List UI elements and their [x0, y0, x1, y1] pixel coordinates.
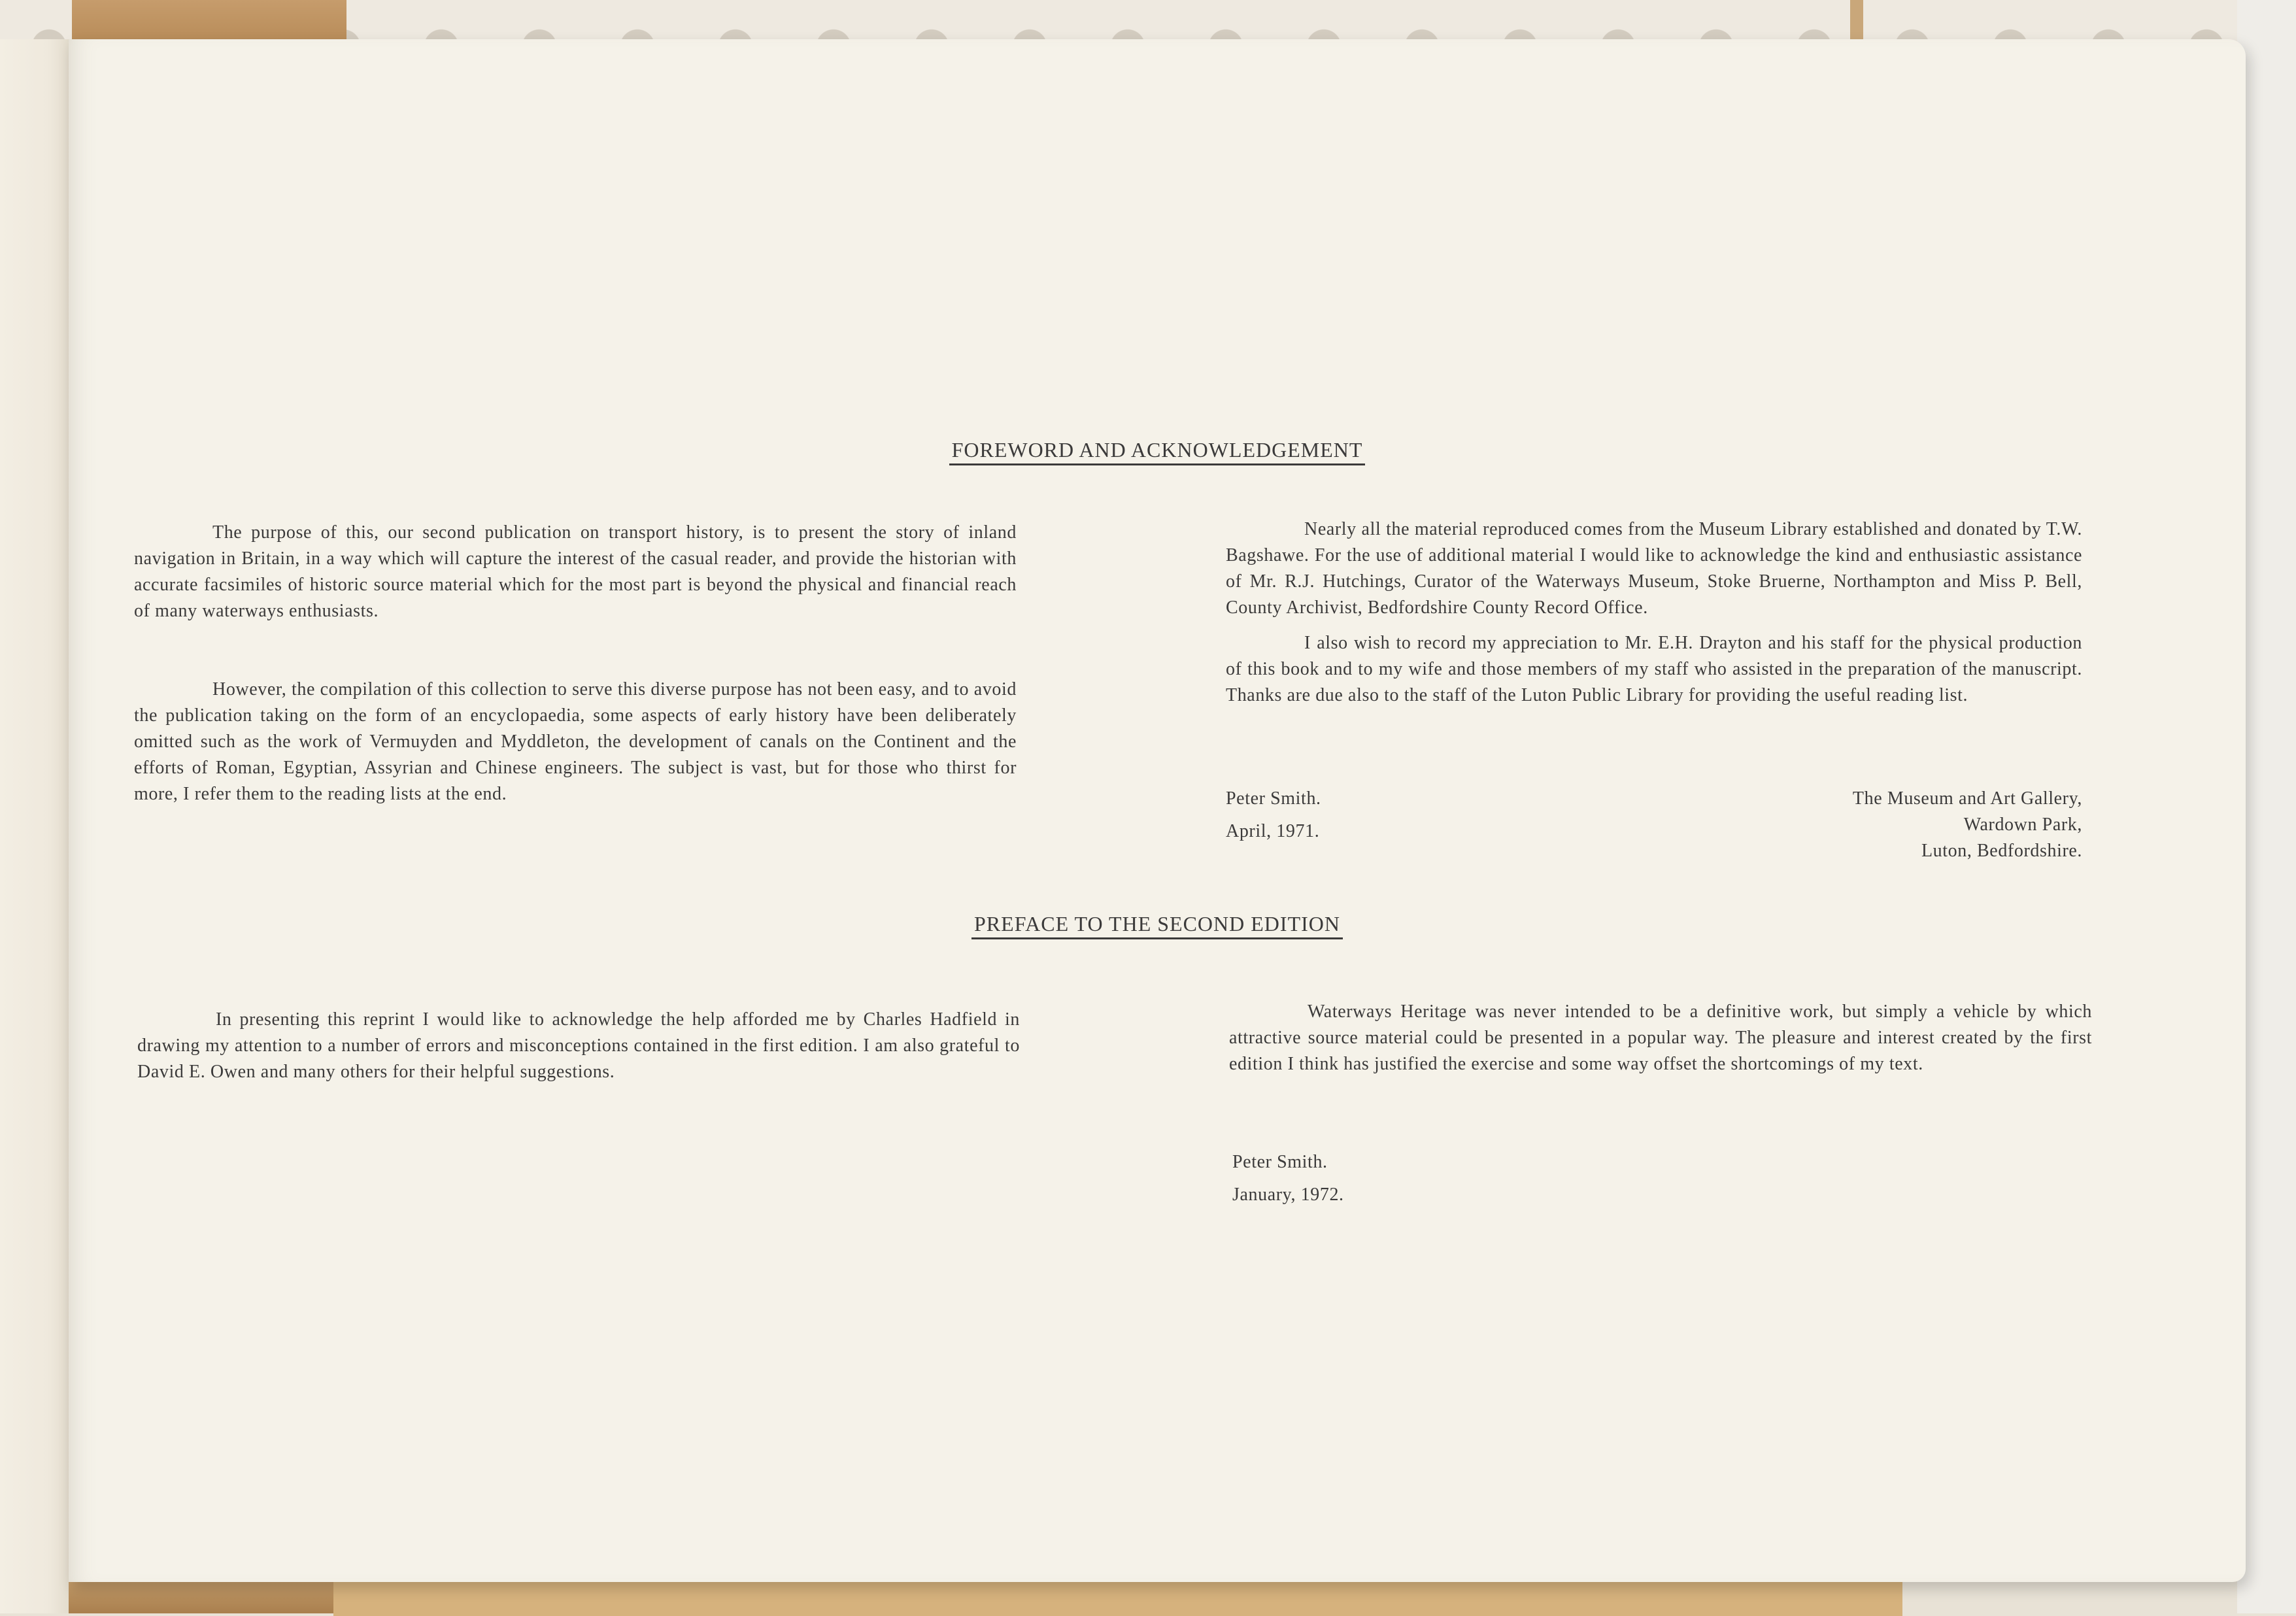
- preface-paragraph-1: In presenting this reprint I would like to acknowledge the help afforded me by Charles Hadfield in drawing my attention to a number of errors and misconceptions contained in the first edition. I am also grateful to David E. Owen and many others for their helpful suggestions.: [137, 1009, 1020, 1082]
- foreword-heading: FOREWORD AND ACKNOWLEDGEMENT: [69, 438, 2246, 465]
- address-line-1: The Museum and Art Gallery,: [1852, 788, 2082, 809]
- signature-name: Peter Smith.: [1232, 1152, 1328, 1172]
- table-surface: [2237, 0, 2296, 1613]
- folder-edge-top: [72, 0, 346, 39]
- signature-date: April, 1971.: [1226, 821, 1320, 841]
- book-spine: [0, 39, 70, 1613]
- foreword-signature: [1226, 786, 1321, 845]
- foreword-right-column: [1226, 516, 2082, 709]
- preface-signature: [1232, 1149, 1344, 1208]
- museum-address: [1625, 786, 2082, 864]
- preface-left-column: [137, 1007, 1020, 1085]
- preface-heading: PREFACE TO THE SECOND EDITION: [69, 912, 2246, 939]
- address-line-2: Wardown Park,: [1963, 815, 2082, 835]
- signature-date: January, 1972.: [1232, 1185, 1344, 1205]
- document-page: [69, 39, 2246, 1582]
- foreword-paragraph-1: The purpose of this, our second publication on transport history, is to present the story of inland navigation in Britain, in a way which will capture the interest of the casual reader, and provide the historian with accurate facsimiles of historic source material which for the most part is beyond the physical and financial reach of many waterways enthusiasts.: [134, 522, 1017, 621]
- foreword-left-column: [134, 520, 1017, 807]
- foreword-paragraph-3: Nearly all the material reproduced comes from the Museum Library established and donated by T.W. Bagshawe. For the use of additional material I would like to acknowledge the kind and enthusiastic assistance of Mr. R.J. Hutchings, Curator of the Waterways Museum, Stoke Bruerne, Northampton and Miss P. Bell, County Archivist, Bedfordshire County Record Office.: [1226, 519, 2082, 618]
- signature-name: Peter Smith.: [1226, 788, 1321, 809]
- foreword-paragraph-4: I also wish to record my appreciation to Mr. E.H. Drayton and his staff for the physical production of this book and to my wife and those members of my staff who assisted in the preparation of the manuscript. Thanks are due also to the staff of the Luton Public Library for providing the useful reading list.: [1226, 633, 2082, 705]
- preface-paragraph-2: Waterways Heritage was never intended to be a definitive work, but simply a vehicle by which attractive source material could be presented in a popular way. The pleasure and interest created by the first edition I think has justified the exercise and some way offset the shortcomings of my text.: [1229, 1002, 2092, 1074]
- foreword-paragraph-2: However, the compilation of this collection to serve this diverse purpose has not been easy, and to avoid the publication taking on the form of an encyclopaedia, some aspects of early history have been deliberately omitted such as the work of Vermuyden and Myddleton, the development of canals on the Continent and the efforts of Roman, Egyptian, Assyrian and Chinese engineers. The subject is vast, but for those who thirst for more, I refer them to the reading lists at the end.: [134, 679, 1017, 804]
- address-line-3: Luton, Bedfordshire.: [1921, 841, 2082, 861]
- preface-right-column: [1229, 999, 2092, 1077]
